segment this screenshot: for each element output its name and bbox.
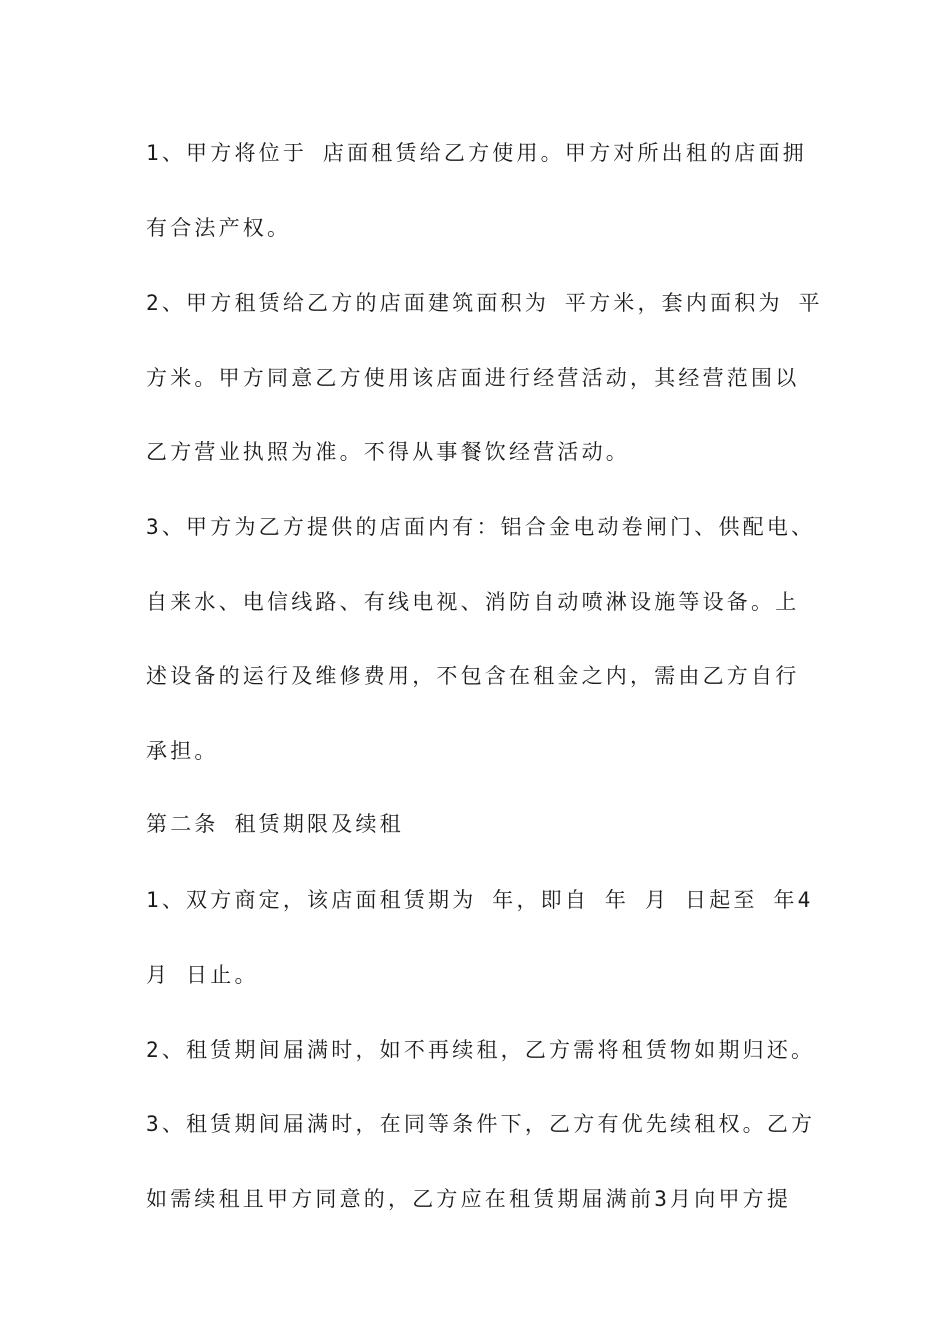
text-line-12: 月 日止。 [146,963,259,987]
text-line-2: 有合法产权。 [146,216,292,240]
text-line-7: 自来水、电信线路、有线电视、消防自动喷淋设施等设备。上 [146,590,800,614]
text-line-8: 述设备的运行及维修费用，不包含在租金之内，需由乙方自行 [146,664,800,688]
text-line-14: 3、租赁期间届满时，在同等条件下，乙方有优先续租权。乙方 [146,1112,816,1136]
section-heading-article-2: 第二条 租赁期限及续租 [146,812,404,836]
text-line-3: 2、甲方租赁给乙方的店面建筑面积为 平方米，套内面积为 平 [146,291,823,315]
text-line-15: 如需续租且甲方同意的，乙方应在租赁期届满前3月向甲方提 [146,1187,792,1211]
text-line-6: 3、甲方为乙方提供的店面内有：铝合金电动卷闸门、供配电、 [146,515,816,539]
text-line-1: 1、甲方将位于 店面租赁给乙方使用。甲方对所出租的店面拥 [146,141,807,165]
text-line-5: 乙方营业执照为准。不得从事餐饮经营活动。 [146,440,630,464]
text-line-9: 承担。 [146,739,219,763]
text-line-11: 1、双方商定，该店面租赁期为 年，即自 年 月 日起至 年4 [146,888,814,912]
text-line-13: 2、租赁期间届满时，如不再续租，乙方需将租赁物如期归还。 [146,1038,816,1062]
text-line-4: 方米。甲方同意乙方使用该店面进行经营活动，其经营范围以 [146,366,800,390]
